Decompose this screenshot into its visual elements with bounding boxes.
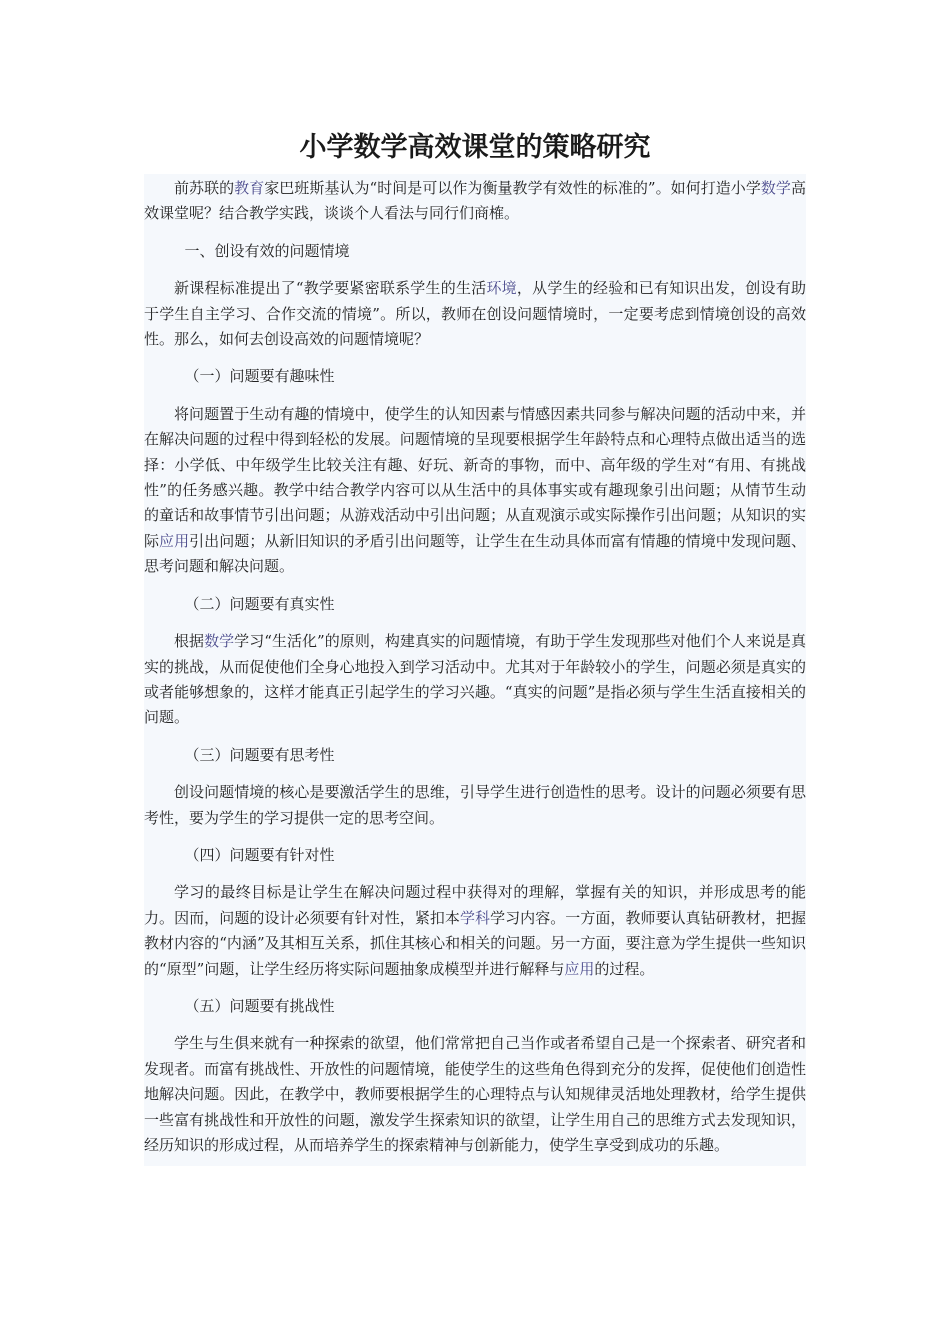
keyword-link[interactable]: 数学 <box>204 632 235 651</box>
keyword-link[interactable]: 教育 <box>234 179 265 197</box>
text-run: 根据 <box>174 632 205 651</box>
paragraph-thinking <box>144 780 806 831</box>
keyword-link[interactable]: 环境 <box>486 279 517 298</box>
text-run: ，从学生的经验和已有知识出发，创设有助于学生自主学习、合作交流的情境”。所以，教师在创设问题情境时，一定要考虑到情境创设的高效性。那么，如何去创设高效的问题情境呢？ <box>144 279 806 349</box>
keyword-link[interactable]: 应用 <box>564 959 595 978</box>
text-run: 的过程。 <box>594 959 655 978</box>
keyword-link[interactable]: 应用 <box>159 531 190 550</box>
text-run: 新课程标准提出了“教学要紧密联系学生的生活 <box>174 279 487 298</box>
article-body <box>144 174 806 1166</box>
subheading-thinking: （三）问题要有思考性 <box>184 745 335 764</box>
keyword-link[interactable]: 数学 <box>760 179 791 197</box>
paragraph-curriculum-standard <box>144 276 806 352</box>
keyword-link[interactable]: 学科 <box>459 908 491 927</box>
intro-paragraph <box>144 176 806 227</box>
paragraph-targeted <box>144 880 806 982</box>
paragraph-authenticity <box>144 629 806 731</box>
text-run: 将问题置于生动有趣的情境中，使学生的认知因素与情感因素共同参与解决问题的活动中来，并在解决问题的过程中得到轻松的发展。问题情境的呈现要根据学生年龄特点和心理特点做出适当的选择：小学低、中年级学生比较关注有趣、好玩、新奇的事物，而中、高年级的学生对“有用、有挑战性”的任务感兴趣。教学中结合教学内容可以从生活中的具体事实或有趣现象引出问题；从情节生动的童话和故事情节引出问题；从游戏活动中引出问题；从直观演示或实际操作引出问题；从知识的实际 <box>144 404 806 550</box>
text-run: 前苏联的 <box>174 179 235 197</box>
text-run: 家巴班斯基认为“时间是可以作为衡量教学有效性的标准的”。如何打造小学 <box>264 179 761 197</box>
text-run: 引出问题；从新旧知识的矛盾引出问题等，让学生在生动具体而富有情趣的情境中发现问题、思考问题和解决问题。 <box>144 531 806 576</box>
text-run: 学习的最终目标是让学生在解决问题过程中获得对的理解，掌握有关的知识，并形成思考的能力。因而，问题的设计必须要有针对性，紧扣本 <box>144 883 806 927</box>
section-heading-1: 一、创设有效的问题情境 <box>184 241 350 260</box>
subheading-targeted: （四）问题要有针对性 <box>184 845 335 864</box>
paragraph-interest <box>144 402 806 580</box>
text-run: 学习“生活化”的原则，构建真实的问题情境，有助于学生发现那些对他们个人来说是真实的挑战，从而促使他们全身心地投入到学习活动中。尤其对于年龄较小的学生，问题必须是真实的或者能够想象的，这样才能真正引起学生的学习兴趣。“真实的问题”是指必须与学生生活直接相关的问题。 <box>144 632 806 727</box>
text-run: 学生与生俱来就有一种探索的欲望，他们常常把自己当作或者希望自己是一个探索者、研究者和发现者。而富有挑战性、开放性的问题情境，能使学生的这些角色得到充分的发挥，促使他们创造性地解决问题。因此，在教学中，教师要根据学生的心理特点与认知规律灵活地处理教材，给学生提供一些富有挑战性和开放性的问题，激发学生探索知识的欲望，让学生用自己的思维方式去发现知识，经历知识的形成过程，从而培养学生的探索精神与创新能力，使学生享受到成功的乐趣。 <box>144 1034 806 1154</box>
text-run: 学习内容。一方面，教师要认真钻研教材，把握教材内容的“内涵”及其相互关系，抓住其核心和相关的问题。另一方面，要注意为学生提供一些知识的“原型”问题，让学生经历将实际问题抽象成模型并进行解释与 <box>144 908 806 978</box>
text-run: 创设问题情境的核心是要激活学生的思维，引导学生进行创造性的思考。设计的问题必须要有思考性，要为学生的学习提供一定的思考空间。 <box>144 783 806 827</box>
text-run: 高效课堂呢？结合教学实践，谈谈个人看法与同行们商榷。 <box>144 179 806 223</box>
subheading-interest: （一）问题要有趣味性 <box>184 367 335 386</box>
paragraph-challenge <box>144 1031 806 1158</box>
subheading-challenge: （五）问题要有挑战性 <box>184 996 335 1015</box>
subheading-authenticity: （二）问题要有真实性 <box>184 594 335 613</box>
page-title: 小学数学高效课堂的策略研究 <box>299 132 651 163</box>
